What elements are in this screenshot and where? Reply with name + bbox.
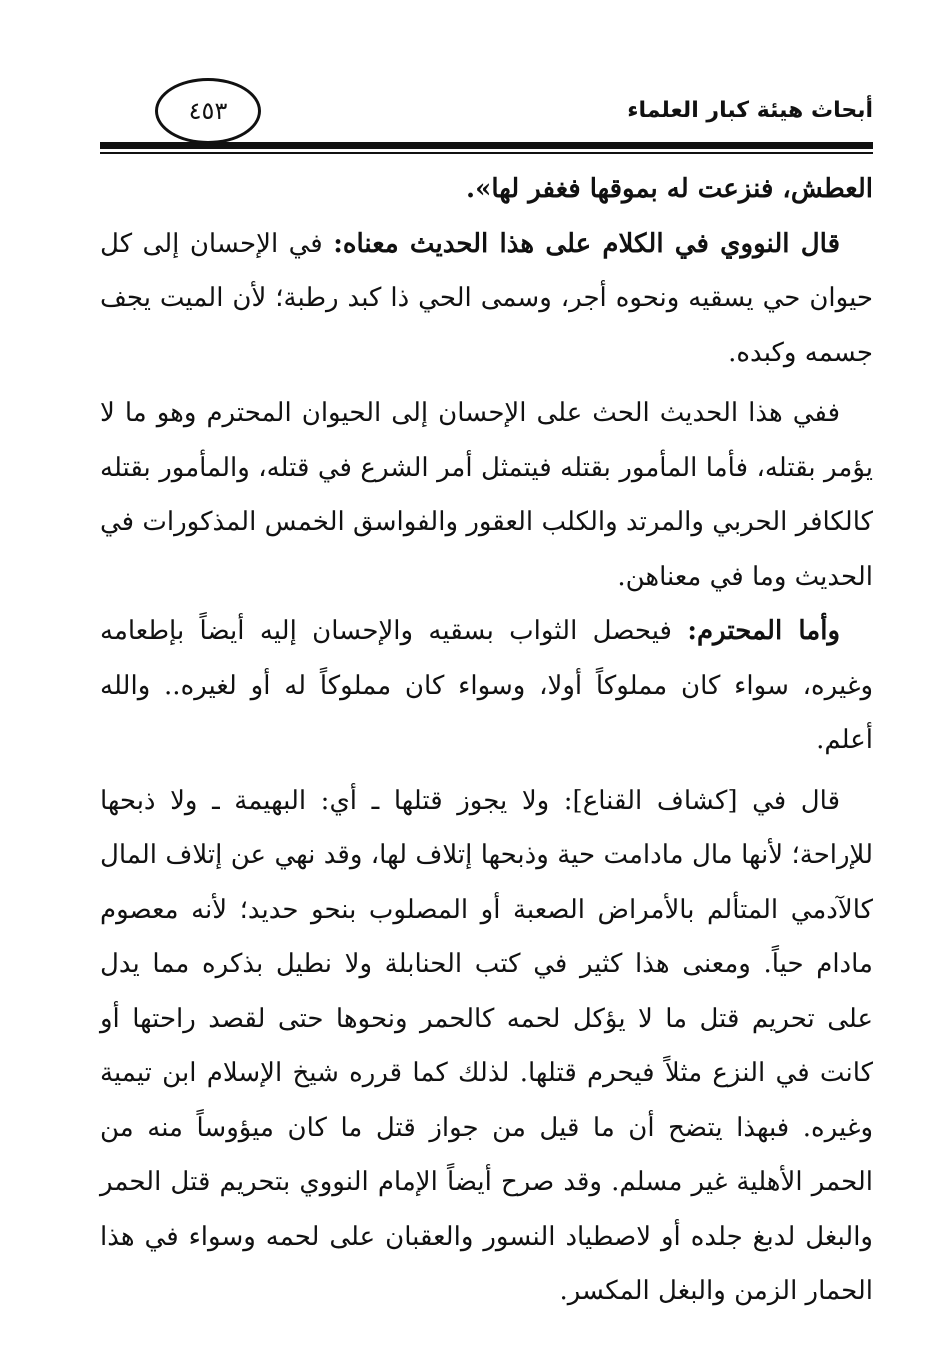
book-title: أبحاث هيئة كبار العلماء xyxy=(627,98,873,123)
paragraph-lead: وأما المحترم: xyxy=(687,616,840,646)
paragraph-continuation xyxy=(100,162,873,217)
paragraph-text: في الإحسان إلى كل حيوان حي يسقيه ونحوه أجر، وسمى الحي ذا كبد رطبة؛ لأن الميت يجف جسمه وكبده. xyxy=(100,228,873,368)
paragraph-muhtaram xyxy=(100,604,873,768)
paragraph-text: العطش، فنزعت له بموقها فغفر لها». xyxy=(466,174,873,204)
page-number-oval xyxy=(155,78,261,144)
paragraph-hadith-meaning xyxy=(100,386,873,604)
paragraph-text: قال في [كشاف القناع]: ولا يجوز قتلها ـ أي: البهيمة ـ ولا ذبحها للإراحة؛ لأنها مال مادامت حية وذبحها إتلاف لها، وقد نهي عن إتلاف المال كالآدمي المتألم بالأمراض الصعبة أو المصلوب بنحو حديد؛ لأنه معصوم مادام حياً. ومعنى هذا كثير في كتب الحنابلة ولا نطيل بذكره مما يدل على تحريم قتل ما لا يؤكل لحمه كالحمر ونحوها حتى لقصد راحتها أو كانت في النزع مثلاً فيحرم قتلها. لذلك كما قرره شيخ الإسلام ابن تيمية وغيره. فبهذا يتضح أن ما قيل من جواز قتل ما كان ميؤوساً منه من الحمر الأهلية غير مسلم. وقد صرح أيضاً الإمام النووي بتحريم قتل الحمر والبغل لدبغ جلده أو لاصطياد النسور والعقبان على لحمه وسواء في هذا الحمار الزمن والبغل المكسر. xyxy=(100,785,873,1306)
page-number: ٤٥٣ xyxy=(188,97,228,125)
page-header xyxy=(100,78,873,158)
paragraph-kashshaf xyxy=(100,774,873,1319)
header-rule-thin xyxy=(100,152,873,154)
paragraph-nawawi xyxy=(100,217,873,381)
paragraph-lead: قال النووي في الكلام على هذا الحديث معناه: xyxy=(333,228,840,259)
body-text xyxy=(100,162,873,1319)
paragraph-text: فيحصل الثواب بسقيه والإحسان إليه أيضاً بإطعامه وغيره، سواء كان مملوكاً أولا، وسواء كان مملوكاً له أو لغيره.. والله أعلم. xyxy=(100,616,873,755)
paragraph-text: ففي هذا الحديث الحث على الإحسان إلى الحيوان المحترم وهو ما لا يؤمر بقتله، فأما المأمور بقتله فيتمثل أمر الشرع في قتله، والمأمور بقتله كالكافر الحربي والمرتد والكلب العقور والفواسق الخمس المذكورات في الحديث وما في معناهن. xyxy=(100,398,874,592)
